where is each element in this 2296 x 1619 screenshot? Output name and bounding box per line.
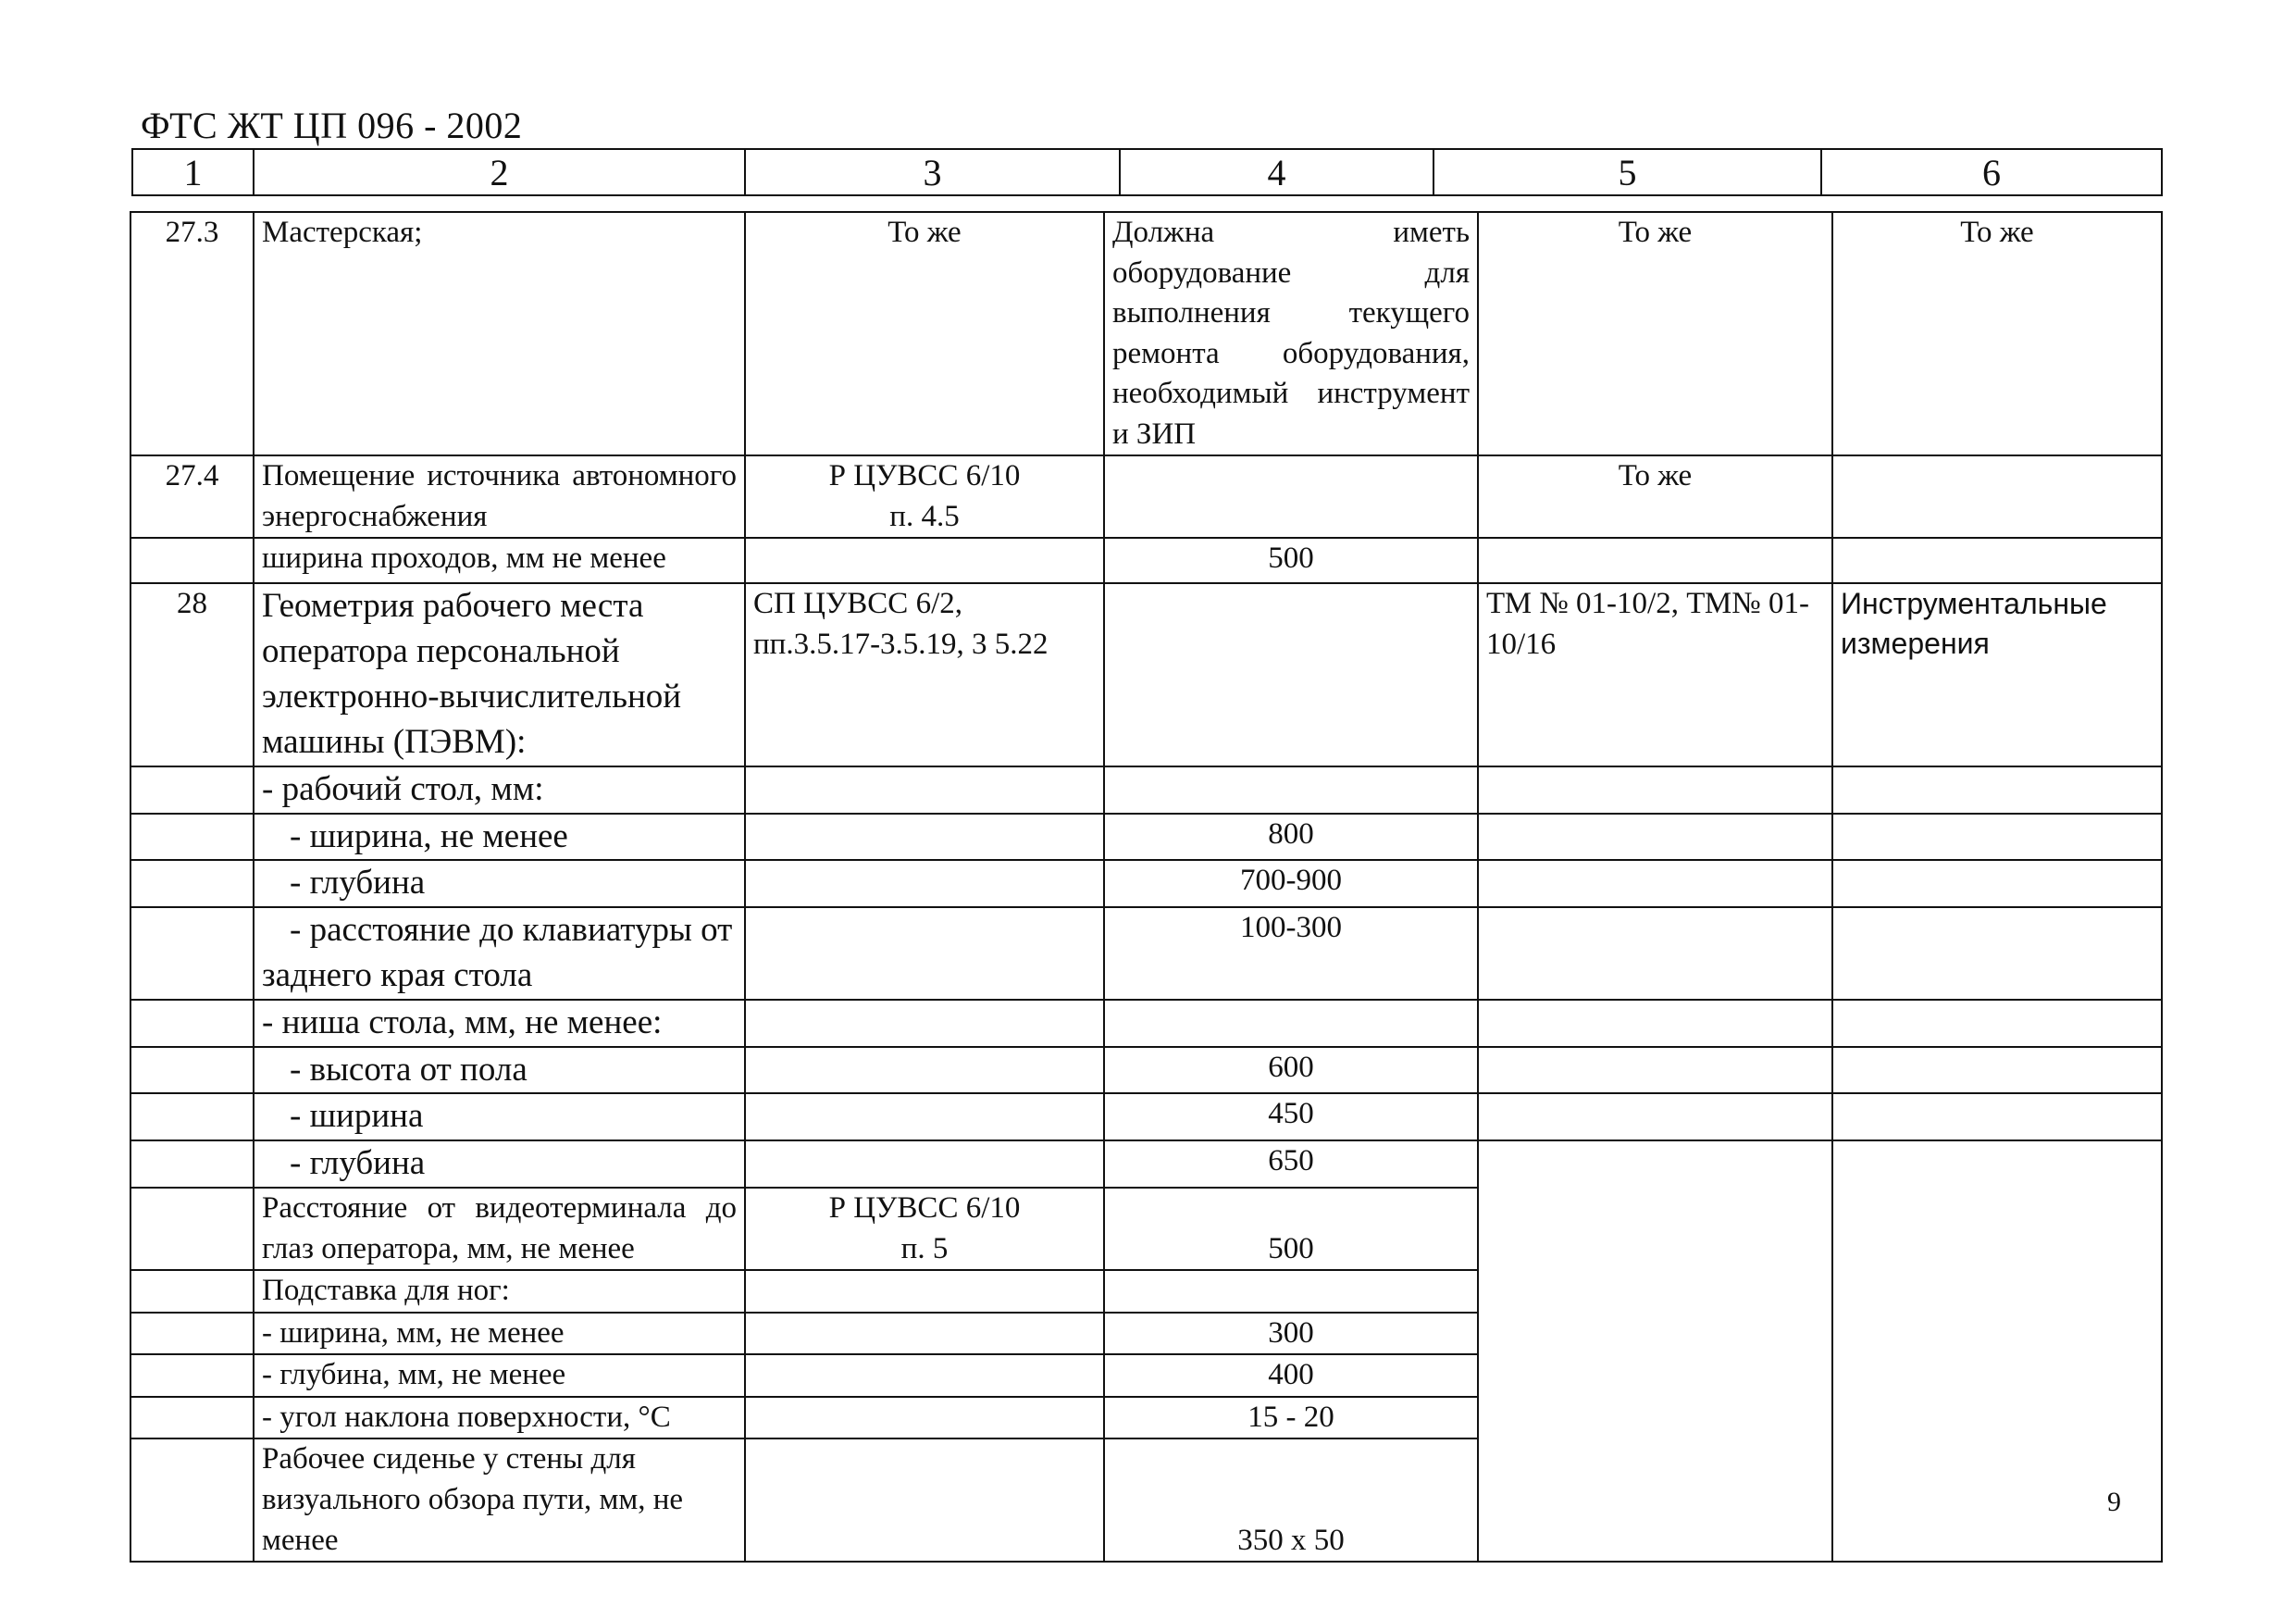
requirement: 800 xyxy=(1104,814,1478,861)
requirement: 100-300 xyxy=(1104,907,1478,1000)
method xyxy=(1478,766,1832,814)
item-number: 28 xyxy=(130,583,254,766)
normative-doc xyxy=(745,1438,1104,1562)
requirement xyxy=(1104,583,1478,766)
item-name: Подставка для ног: xyxy=(254,1270,745,1313)
method xyxy=(1478,538,1832,583)
item-number xyxy=(130,1140,254,1188)
control xyxy=(1832,814,2162,861)
requirement xyxy=(1104,1000,1478,1047)
table-row xyxy=(130,538,2162,583)
item-name: Рабочее сиденье у стены для визуального обзора пути, мм, не менее xyxy=(254,1438,745,1562)
normative-doc xyxy=(745,860,1104,907)
degree-unit: °С xyxy=(638,1400,671,1434)
normative-doc xyxy=(745,1313,1104,1355)
requirement xyxy=(1104,1270,1478,1313)
item-number xyxy=(130,1270,254,1313)
table-row xyxy=(130,766,2162,814)
item-number xyxy=(130,907,254,1000)
item-name: Расстояние от видеотерминала до глаз оператора, мм, не менее xyxy=(254,1188,745,1270)
column-number-header xyxy=(131,148,2163,196)
normative-doc xyxy=(745,766,1104,814)
requirement: 15 - 20 xyxy=(1104,1397,1478,1439)
requirement: 500 xyxy=(1104,1188,1478,1270)
table-row xyxy=(130,1000,2162,1047)
doc-line: Р ЦУВСС 6/10 xyxy=(828,459,1021,493)
method xyxy=(1478,1047,1832,1094)
method xyxy=(1478,860,1832,907)
requirement: Должна иметь оборудование для выполнения текущего ремонта оборудования, необходимый инструмент и ЗИП xyxy=(1104,212,1478,455)
control xyxy=(1832,1093,2162,1140)
item-name-text: - угол наклона поверхности, xyxy=(262,1400,639,1434)
control xyxy=(1832,538,2162,583)
normative-doc xyxy=(745,1270,1104,1313)
doc-line: Р ЦУВСС 6/10 xyxy=(828,1191,1021,1226)
normative-doc xyxy=(745,538,1104,583)
method: То же xyxy=(1478,212,1832,455)
item-number xyxy=(130,1093,254,1140)
requirement: 450 xyxy=(1104,1093,1478,1140)
item-number xyxy=(130,1354,254,1397)
method xyxy=(1478,1140,1832,1562)
method xyxy=(1478,1000,1832,1047)
normative-doc xyxy=(745,1354,1104,1397)
method: ТМ № 01-10/2, ТМ№ 01-10/16 xyxy=(1478,583,1832,766)
normative-doc xyxy=(745,1140,1104,1188)
item-name-text: - расстояние до клавиатуры от заднего края стола xyxy=(262,911,733,994)
item-number xyxy=(130,1188,254,1270)
normative-doc xyxy=(745,1000,1104,1047)
requirement: 300 xyxy=(1104,1313,1478,1355)
item-name xyxy=(254,1397,745,1439)
item-name: - ширина xyxy=(254,1093,745,1140)
item-number xyxy=(130,1047,254,1094)
item-name: Геометрия рабочего места оператора персональной электронно-вычислительной машины (ПЭВМ): xyxy=(254,583,745,766)
table-row xyxy=(130,1140,2162,1188)
normative-doc: СП ЦУВСС 6/2, пп.3.5.17-3.5.19, 3 5.22 xyxy=(745,583,1104,766)
requirement: 650 xyxy=(1104,1140,1478,1188)
table-row xyxy=(130,212,2162,455)
normative-doc xyxy=(745,814,1104,861)
item-number xyxy=(130,1313,254,1355)
item-name: - ширина, мм, не менее xyxy=(254,1313,745,1355)
control xyxy=(1832,860,2162,907)
control: Инструментальные измерения xyxy=(1832,583,2162,766)
requirement: 500 xyxy=(1104,538,1478,583)
item-name xyxy=(254,907,745,1000)
method xyxy=(1478,1093,1832,1140)
requirement: 600 xyxy=(1104,1047,1478,1094)
doc-line: п. 4.5 xyxy=(889,499,960,533)
requirement xyxy=(1104,766,1478,814)
item-name: Мастерская; xyxy=(254,212,745,455)
table-row xyxy=(130,814,2162,861)
table-row xyxy=(130,455,2162,538)
item-number xyxy=(130,1397,254,1439)
document-code: ФТС ЖТ ЦП 096 - 2002 xyxy=(141,105,523,146)
control xyxy=(1832,1047,2162,1094)
item-name: - ширина, не менее xyxy=(254,814,745,861)
normative-doc xyxy=(745,907,1104,1000)
normative-doc xyxy=(745,455,1104,538)
method xyxy=(1478,907,1832,1000)
column-number: 3 xyxy=(745,149,1120,195)
requirement: 700-900 xyxy=(1104,860,1478,907)
column-number: 6 xyxy=(1821,149,2162,195)
item-number xyxy=(130,860,254,907)
requirement: 350 х 50 xyxy=(1104,1438,1478,1562)
control xyxy=(1832,1000,2162,1047)
table-row xyxy=(130,1047,2162,1094)
item-number: 27.4 xyxy=(130,455,254,538)
normative-doc xyxy=(745,1047,1104,1094)
item-name: - рабочий стол, мм: xyxy=(254,766,745,814)
item-name: ширина проходов, мм не менее xyxy=(254,538,745,583)
item-number: 27.3 xyxy=(130,212,254,455)
column-number: 5 xyxy=(1433,149,1821,195)
item-number xyxy=(130,766,254,814)
control: То же xyxy=(1832,212,2162,455)
item-number xyxy=(130,814,254,861)
normative-doc xyxy=(745,1093,1104,1140)
method: То же xyxy=(1478,455,1832,538)
item-name: Помещение источника автономного энергоснабжения xyxy=(254,455,745,538)
column-number: 1 xyxy=(132,149,254,195)
item-name: - глубина xyxy=(254,1140,745,1188)
column-number: 4 xyxy=(1120,149,1433,195)
table-row xyxy=(130,583,2162,766)
doc-line: п. 5 xyxy=(900,1231,949,1265)
item-name: - высота от пола xyxy=(254,1047,745,1094)
normative-doc: То же xyxy=(745,212,1104,455)
control xyxy=(1832,766,2162,814)
table-row xyxy=(130,1093,2162,1140)
table-row xyxy=(130,860,2162,907)
requirement: 400 xyxy=(1104,1354,1478,1397)
column-number: 2 xyxy=(254,149,745,195)
normative-doc xyxy=(745,1188,1104,1270)
control xyxy=(1832,907,2162,1000)
item-number xyxy=(130,538,254,583)
page-number: 9 xyxy=(2107,1487,2121,1517)
normative-doc xyxy=(745,1397,1104,1439)
item-name: - глубина, мм, не менее xyxy=(254,1354,745,1397)
control xyxy=(1832,455,2162,538)
requirement xyxy=(1104,455,1478,538)
item-number xyxy=(130,1000,254,1047)
method xyxy=(1478,814,1832,861)
requirements-table xyxy=(130,211,2163,1563)
table-row xyxy=(130,907,2162,1000)
item-number xyxy=(130,1438,254,1562)
item-name: - глубина xyxy=(254,860,745,907)
item-name: - ниша стола, мм, не менее: xyxy=(254,1000,745,1047)
